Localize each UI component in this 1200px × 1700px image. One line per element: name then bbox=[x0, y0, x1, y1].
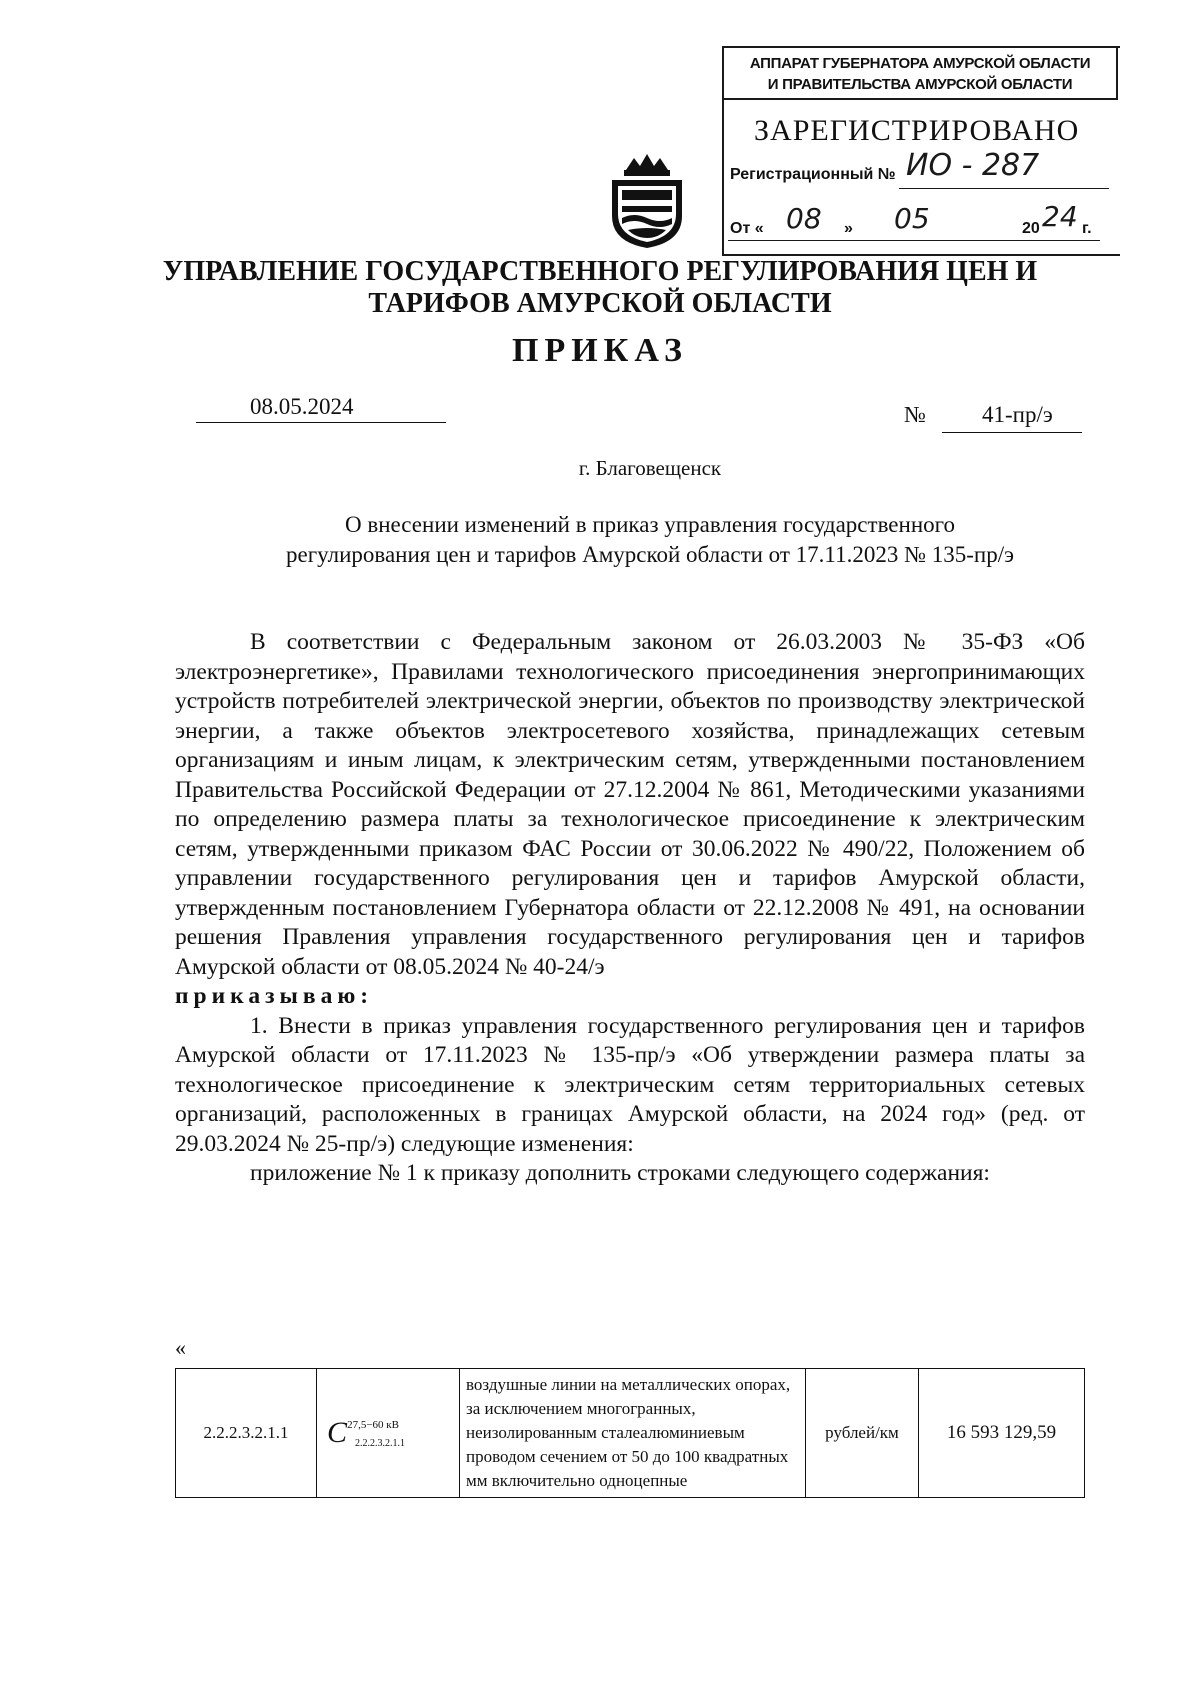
stamp-day: 08 bbox=[786, 202, 822, 235]
stamp-reg-label: Регистрационный № bbox=[730, 166, 896, 183]
order-date: 08.05.2024 bbox=[250, 394, 354, 419]
row-code: 2.2.2.3.2.1.1 bbox=[176, 1369, 317, 1498]
row-description: воздушные линии на металлических опорах, за исключением многогранных, неизолированным сталеалюминиевым проводом сечением от 50 до 100 квадратных мм включительно одноцепные bbox=[460, 1369, 806, 1498]
order-number: 41-пр/э bbox=[982, 402, 1053, 427]
subject-line2: регулирования цен и тарифов Амурской области от 17.11.2023 № 135-пр/э bbox=[285, 542, 1014, 567]
stamp-organization bbox=[724, 48, 1118, 100]
tariff-table bbox=[175, 1368, 1085, 1498]
row-value: 16 593 129,59 bbox=[919, 1369, 1085, 1498]
row-coefficient bbox=[317, 1369, 460, 1498]
stamp-quote-close: » bbox=[844, 220, 853, 237]
stamp-reg-underline bbox=[899, 188, 1109, 189]
agency-name-line1: УПРАВЛЕНИЕ ГОСУДАРСТВЕННОГО РЕГУЛИРОВАНИЯ ЦЕН И bbox=[162, 256, 1038, 287]
date-underline bbox=[196, 422, 446, 423]
agency-name-line2: ТАРИФОВ АМУРСКОЙ ОБЛАСТИ bbox=[368, 288, 832, 319]
order-word: приказываю: bbox=[175, 983, 374, 1009]
item-1-paragraph: 1. Внести в приказ управления государственного регулирования цен и тарифов Амурской области от 17.11.2023 № 135-пр/э «Об утверждении размера платы за технологическое присоединение к электрическим сетям территориальных сетевых организаций, расположенных в границах Амурской области, на 2024 год» (ред. от 29.03.2024 № 25-пр/э) следующие изменения: bbox=[175, 1012, 1085, 1157]
subject-line1: О внесении изменений в приказ управления государственного bbox=[345, 512, 955, 537]
quote-open: « bbox=[175, 1335, 186, 1360]
number-sign: № bbox=[904, 402, 926, 427]
coef-subscript: 2.2.2.3.2.1.1 bbox=[354, 1438, 405, 1449]
coat-of-arms-icon bbox=[606, 150, 688, 250]
document-type: ПРИКАЗ bbox=[512, 332, 688, 369]
stamp-month: 05 bbox=[894, 202, 930, 235]
agency-name bbox=[0, 256, 1200, 320]
stamp-date-underline bbox=[728, 240, 1100, 241]
stamp-year-prefix: 20 bbox=[1022, 220, 1040, 237]
registration-stamp bbox=[722, 46, 1120, 256]
annex-paragraph: приложение № 1 к приказу дополнить строками следующего содержания: bbox=[250, 1160, 990, 1186]
row-unit: рублей/км bbox=[806, 1369, 919, 1498]
stamp-from-label: От « bbox=[730, 220, 764, 237]
coef-symbol: C bbox=[327, 1416, 348, 1449]
order-subject bbox=[190, 510, 1110, 570]
stamp-year-end: г. bbox=[1082, 220, 1092, 237]
table-row bbox=[176, 1369, 1085, 1498]
order-body bbox=[175, 628, 1085, 1189]
number-underline bbox=[942, 432, 1082, 433]
coef-superscript: 27,5−60 кВ bbox=[347, 1419, 399, 1431]
stamp-org-line1: АППАРАТ ГУБЕРНАТОРА АМУРСКОЙ ОБЛАСТИ bbox=[749, 55, 1091, 72]
stamp-title: ЗАРЕГИСТРИРОВАНО bbox=[754, 114, 1080, 147]
stamp-org-line2: И ПРАВИТЕЛЬСТВА АМУРСКОЙ ОБЛАСТИ bbox=[767, 76, 1073, 93]
stamp-year-suffix: 24 bbox=[1042, 200, 1078, 233]
stamp-reg-number: ИО - 287 bbox=[906, 148, 1040, 183]
preamble-paragraph: В соответствии с Федеральным законом от 26.03.2003 № 35-ФЗ «Об электроэнергетике», Правилами технологического присоединения энергопринимающих устройств потребителей электрической энергии, объектов по производству электрической энергии, а также объектов электросетевого хозяйства, принадлежащих сетевым организациям и иным лицам, к электрическим сетям, утвержденными постановлением Правительства Российской Федерации от 27.12.2004 № 861, Методическими указаниями по определению размера платы за технологическое присоединение к электрическим сетям, утвержденными приказом ФАС России от 30.06.2022 № 490/22, Положением об управлении государственного регулирования цен и тарифов Амурской области, утвержденным постановлением Губернатора области от 22.12.2008 № 491, на основании решения Правления управления государственного регулирования цен и тарифов Амурской области от 08.05.2024 № 40-24/э bbox=[175, 629, 1085, 980]
city: г. Благовещенск bbox=[578, 456, 722, 480]
